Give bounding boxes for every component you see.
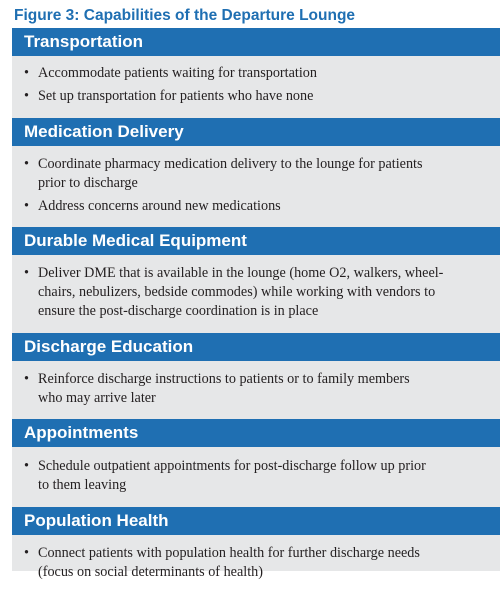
bullet-item (12, 64, 500, 83)
section-heading: Appointments (12, 419, 500, 447)
section-durable-medical-equipment (12, 227, 500, 333)
bullet-icon: • (24, 65, 29, 81)
bullet-icon: • (24, 156, 29, 172)
bullet-line: Reinforce discharge instructions to patients or to family members (38, 371, 410, 387)
bullet-icon: • (24, 198, 29, 214)
section-transportation (12, 28, 500, 118)
bullet-icon: • (24, 545, 29, 561)
bullet-line: ensure the post-discharge coordination is in place (38, 303, 319, 319)
bullet-item (12, 197, 500, 216)
figure (12, 6, 500, 580)
bullet-line: Coordinate pharmacy medication delivery to the lounge for patients (38, 156, 423, 172)
section-discharge-education (12, 333, 500, 419)
section-medication-delivery (12, 118, 500, 227)
figure-title: Figure 3: Capabilities of the Departure Lounge (14, 7, 356, 24)
bullet-line: Deliver DME that is available in the lounge (home O2, walkers, wheel- (38, 265, 444, 281)
section-heading: Durable Medical Equipment (12, 227, 500, 255)
bullet-line: Connect patients with population health for further discharge needs (38, 545, 420, 561)
section-population-health (12, 507, 500, 594)
bullet-list (12, 447, 500, 507)
bullet-icon: • (24, 88, 29, 104)
bullet-list (12, 255, 500, 333)
bullet-list (12, 535, 500, 594)
bullet-list (12, 146, 500, 227)
bullet-item (12, 457, 500, 495)
bullet-item (12, 155, 500, 193)
section-appointments (12, 419, 500, 507)
bullet-text: Address concerns around new medications (38, 198, 281, 214)
section-heading: Medication Delivery (12, 118, 500, 146)
bullet-line: prior to discharge (38, 175, 138, 191)
bullet-item (12, 264, 500, 321)
bullet-icon: • (24, 265, 29, 281)
bullet-line: to them leaving (38, 477, 127, 493)
bullet-item (12, 544, 500, 582)
bullet-line: (focus on social determinants of health) (38, 564, 263, 580)
capabilities-panel (12, 28, 500, 580)
bullet-line: who may arrive later (38, 390, 156, 406)
bullet-list (12, 361, 500, 419)
bullet-text: Set up transportation for patients who have none (38, 88, 314, 104)
section-heading: Transportation (12, 28, 500, 56)
bullet-line: chairs, nebulizers, bedside commodes) while working with vendors to (38, 284, 436, 300)
bullet-text: Accommodate patients waiting for transportation (38, 65, 317, 81)
section-heading: Discharge Education (12, 333, 500, 361)
bullet-item (12, 87, 500, 106)
bullet-line: Schedule outpatient appointments for post-discharge follow up prior (38, 458, 426, 474)
bullet-list (12, 56, 500, 118)
bullet-item (12, 370, 500, 408)
bullet-icon: • (24, 371, 29, 387)
section-heading: Population Health (12, 507, 500, 535)
bullet-icon: • (24, 458, 29, 474)
